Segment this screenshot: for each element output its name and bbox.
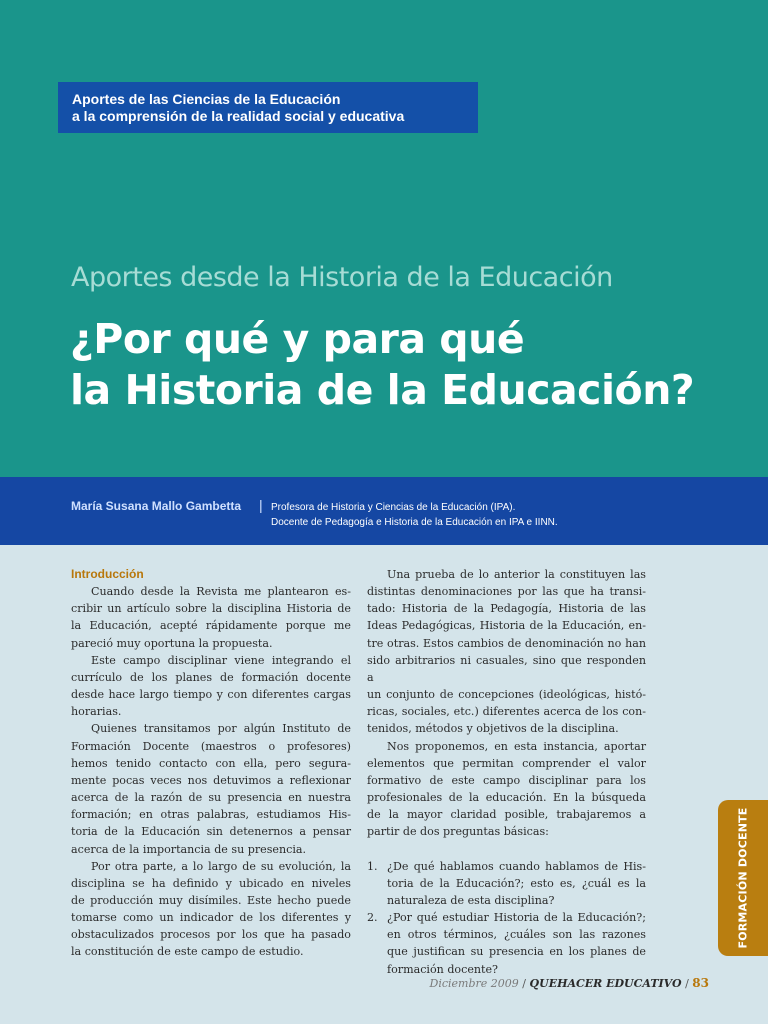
- author-bio-line-2: Docente de Pedagogía e Historia de la Educación en IPA e IINN.: [271, 517, 558, 528]
- article-title: [70, 314, 694, 416]
- list-line: formación docente?: [387, 962, 499, 976]
- list-line: ¿Por qué estudiar Historia de la Educación?;: [387, 911, 646, 925]
- paragraph-line: distintas denominaciones por las que ha transi-: [367, 585, 646, 599]
- paragraph-line: pareció muy oportuna la propuesta.: [71, 636, 273, 650]
- paragraph-line: Una prueba de lo anterior la constituyen las: [387, 568, 646, 581]
- paragraph-line: acerca de la importancia de su presencia.: [71, 842, 307, 856]
- paragraph-line: la constitución de este campo de estudio.: [71, 945, 304, 959]
- paragraph-line: currículo de los planes de formación docente: [71, 670, 351, 684]
- paragraph-line: cribir un artículo sobre la disciplina Historia de: [71, 602, 351, 616]
- paragraph-line: ricas, sociales, etc.) diferentes acerca de los con-: [367, 705, 646, 719]
- paragraph-line: Quienes transitamos por algún Instituto de: [91, 722, 351, 736]
- footer-date: Diciembre 2009: [429, 977, 519, 990]
- paragraph-line: la Educación, acepté rápidamente porque me: [71, 619, 351, 633]
- paragraph-line: formación; en otras palabras, estudiamos His-: [71, 808, 351, 822]
- list-line: toria de la Educación?; esto es, ¿cuál es la: [387, 876, 646, 890]
- list-line: naturaleza de esta disciplina?: [387, 893, 555, 907]
- article-title-line-2: la Historia de la Educación?: [70, 366, 695, 414]
- section-heading-introduccion: Introducción: [71, 567, 144, 581]
- list-line: ¿De qué hablamos cuando hablamos de His-: [387, 859, 646, 873]
- page-footer: [430, 976, 709, 990]
- paragraph-line: disciplina se ha definido y ubicado en niveles: [71, 876, 351, 890]
- text-column-1: [71, 566, 351, 961]
- series-title-line-1: Aportes de las Ciencias de la Educación: [72, 91, 341, 107]
- section-side-tab-label: FORMACIÓN DOCENTE: [736, 807, 750, 949]
- author-bio: [271, 500, 558, 530]
- list-number: 2.: [367, 911, 378, 925]
- footer-magazine-name: QUEHACER EDUCATIVO: [529, 977, 682, 990]
- paragraph-line: hemos tenido contacto con ella, pero segura-: [71, 756, 351, 770]
- list-line: que justifican su presencia en los planes de: [387, 945, 646, 959]
- paragraph-line: de la mayor claridad posible, trabajaremos a: [367, 808, 646, 822]
- paragraph-line: tenidos, métodos y objetivos de la disciplina.: [367, 722, 619, 736]
- paragraph-line: toria de la Educación sin detenernos a pensar: [71, 825, 351, 839]
- paragraph-line: formativo de este campo disciplinar para los: [367, 773, 646, 787]
- paragraph-line: elementos que permitan comprender el valor: [367, 756, 646, 770]
- page-number: 83: [692, 976, 709, 990]
- list-item: [367, 909, 646, 978]
- paragraph-line: de producción muy disímiles. Este hecho puede: [71, 893, 351, 907]
- paragraph-line: Este campo disciplinar viene integrando el: [91, 653, 351, 667]
- paragraph-line: profesionales de la educación. En la búsqueda: [367, 791, 646, 805]
- paragraph-line: tomarse como un indicador de los diferentes y: [71, 911, 351, 925]
- list-item: [367, 858, 646, 909]
- paragraph-line: sido arbitrarios ni casuales, sino que responden a: [367, 653, 646, 684]
- list-line: en otros términos, ¿cuáles son las razones: [387, 928, 646, 942]
- paragraph-line: Nos proponemos, en esta instancia, aportar: [387, 739, 646, 753]
- paragraph-line: un conjunto de concepciones (ideológicas, histó-: [367, 688, 646, 702]
- paragraph-line: tre otras. Estos cambios de denominación no han: [367, 636, 646, 650]
- author-bio-line-1: Profesora de Historia y Ciencias de la Educación (IPA).: [271, 502, 516, 513]
- paragraph-line: acerca de la razón de su presencia en nuestra: [71, 791, 351, 805]
- paragraph-line: obstaculizados procesos por los que ha pasado: [71, 928, 351, 942]
- footer-separator: /: [685, 977, 689, 990]
- paragraph-line: mente pocas veces nos detuvimos a reflexionar: [71, 773, 351, 787]
- author-name: María Susana Mallo Gambetta: [71, 499, 242, 513]
- text-column-2: [367, 566, 646, 978]
- paragraph-line: desde hace largo tiempo y con diferentes cargas: [71, 688, 351, 702]
- article-title-line-1: ¿Por qué y para qué: [70, 315, 525, 363]
- list-number: 1.: [367, 859, 378, 873]
- footer-separator: /: [522, 977, 527, 990]
- paragraph-line: tado: Historia de la Pedagogía, Historia de las: [367, 602, 646, 616]
- paragraph-line: partir de dos preguntas básicas:: [367, 825, 549, 839]
- paragraph-line: Ideas Pedagógicas, Historia de la Educación, en-: [367, 619, 646, 633]
- paragraph-line: Por otra parte, a lo largo de su evolución, la: [91, 859, 351, 873]
- series-title-box: [58, 82, 478, 133]
- paragraph-spacer: [367, 841, 646, 858]
- series-title-line-2: a la comprensión de la realidad social y educativa: [72, 108, 405, 124]
- paragraph-line: Formación Docente (maestros o profesores): [71, 739, 351, 753]
- article-kicker: Aportes desde la Historia de la Educación: [71, 262, 613, 293]
- paragraph-line: horarias.: [71, 705, 122, 719]
- author-separator: |: [259, 497, 263, 513]
- paragraph-line: Cuando desde la Revista me plantearon es-: [91, 585, 351, 599]
